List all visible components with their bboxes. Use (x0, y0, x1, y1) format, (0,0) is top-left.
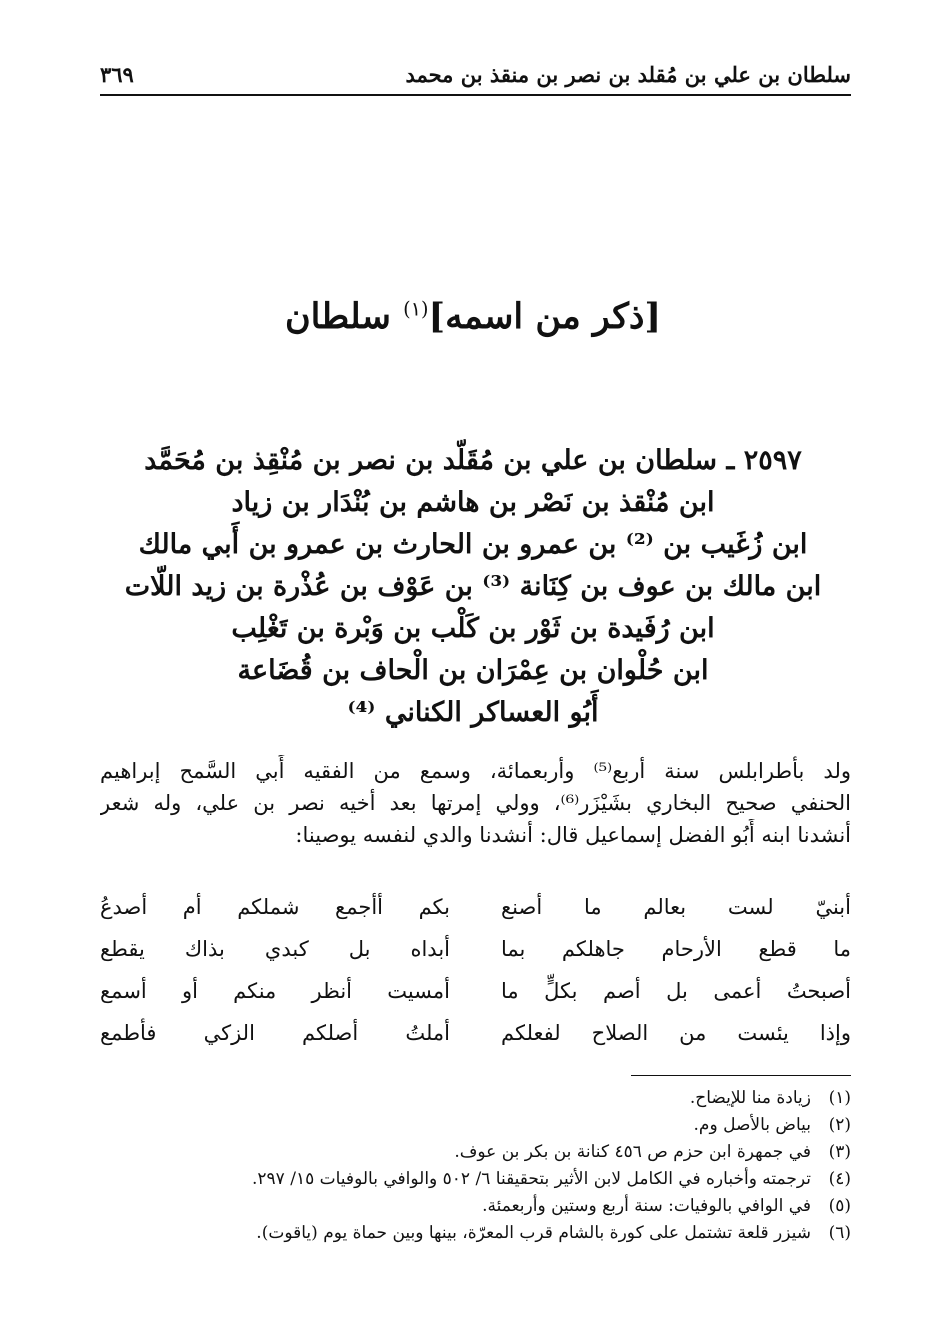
footnote-text: زيادة منا للإيضاح. (689, 1088, 811, 1108)
footnote-item (100, 1166, 851, 1193)
section-heading-text: [ذكر من اسمه] (428, 296, 662, 337)
poem-verse (100, 1021, 851, 1063)
footnote-item (100, 1220, 851, 1247)
entry-line: أَبُو العساكر الكناني ⁽⁴⁾ (347, 697, 599, 728)
footnote-number: (٣) (828, 1142, 851, 1162)
entry-title (120, 440, 826, 734)
poem-hemistich-second: بكم أأجمع شملكم أم أصدعُ (100, 895, 450, 919)
entry-line: ابن مالك بن عوف بن كِنَانة ⁽³⁾ بن عَوْف بن عُذْرة بن زيد اللّات (124, 571, 822, 602)
footnote-item (100, 1112, 851, 1139)
entry-line: ابن زُغَيب بن ⁽²⁾ بن عمرو بن الحارث بن عمرو بن أَبي مالك (138, 529, 808, 560)
poem (100, 895, 851, 1063)
poem-hemistich-second: أبداه بل كبدي بذاك يقطع (100, 937, 450, 961)
footnote-number: (١) (828, 1088, 851, 1108)
body-paragraph (100, 755, 851, 851)
poem-hemistich-second: أمسيت أنظر منكم أو أسمع (100, 979, 450, 1003)
footnote-number: (٤) (828, 1169, 851, 1189)
entry-line: ٢٥٩٧ ـ سلطان بن علي بن مُقَلّد بن نصر بن مُنْقِذ بن مُحَمَّد (144, 445, 802, 476)
poem-verse (100, 979, 851, 1021)
footnote-number: (٦) (828, 1223, 851, 1243)
entry-line: ابن حُلْوان بن عِمْرَان بن الْحاف بن قُضَاعة (237, 655, 709, 686)
header-rule (100, 94, 851, 96)
poem-verse (100, 937, 851, 979)
footnote-item (100, 1139, 851, 1166)
running-header (100, 58, 851, 94)
entry-line: ابن مُنْقذ بن نَصْر بن هاشم بن بُنْدَار بن زياد (231, 487, 715, 518)
body-line: ولد بأطرابلس سنة أربع⁽⁵⁾ وأربعمائة، وسمع من الفقيه أَبي السَّمح إبراهيم (100, 759, 851, 783)
footnote-item (100, 1193, 851, 1220)
entry-line: ابن رُفَيدة بن ثَوْر بن كَلْب بن وَبْرة بن تَغْلِب (231, 613, 715, 644)
poem-hemistich-first: وإذا يئست من الصلاح لفعلكم (501, 1021, 851, 1045)
poem-hemistich-first: أبنيّ لست بعالم ما أصنع (501, 895, 851, 919)
section-heading (0, 296, 946, 337)
footnote-number: (٥) (828, 1196, 851, 1216)
footnote-rule (631, 1075, 851, 1076)
footnote-text: بياض بالأصل وم. (693, 1115, 811, 1135)
footnote-text: في جمهرة ابن حزم ص ٤٥٦ كنانة بن بكر بن عوف. (454, 1142, 811, 1162)
poem-hemistich-second: أملتُ أصلكم الزكي فأطمع (100, 1021, 450, 1045)
footnotes (100, 1085, 851, 1247)
poem-hemistich-first: أصبحتُ أعمى بل أصم بكلٍّ ما (501, 979, 851, 1003)
footnote-text: في الوافي بالوفيات: سنة أربع وستين وأربعمئة. (482, 1196, 811, 1216)
footnote-text: شيزر قلعة تشتمل على كورة بالشام قرب المعرّة، بينها وبين حماة يوم (ياقوت). (256, 1223, 811, 1243)
poem-verse (100, 895, 851, 937)
body-line: الحنفي صحيح البخاري بشَيْزَر⁽⁶⁾، وولي إمرتها بعد أخيه نصر بن علي، وله شعر (100, 791, 851, 815)
running-header-title: سلطان بن علي بن مُقلد بن نصر بن منقذ بن محمد (405, 62, 851, 87)
footnote-text: ترجمته وأخباره في الكامل لابن الأثير بتحقيقنا ٦/ ٥٠٢ والوافي بالوفيات ١٥/ ٢٩٧. (252, 1169, 811, 1189)
footnote-number: (٢) (828, 1115, 851, 1135)
body-line: أنشدنا ابنه أَبُو الفضل إسماعيل قال: أنشدنا والدي لنفسه يوصينا: (295, 823, 851, 847)
poem-hemistich-first: ما قطع الأرحام جاهلكم بما (501, 937, 851, 961)
footnote-item (100, 1085, 851, 1112)
section-heading-name: سلطان (284, 296, 391, 337)
page-number: ٣٦٩ (100, 62, 134, 87)
section-heading-footnote-ref: (١) (403, 297, 429, 321)
